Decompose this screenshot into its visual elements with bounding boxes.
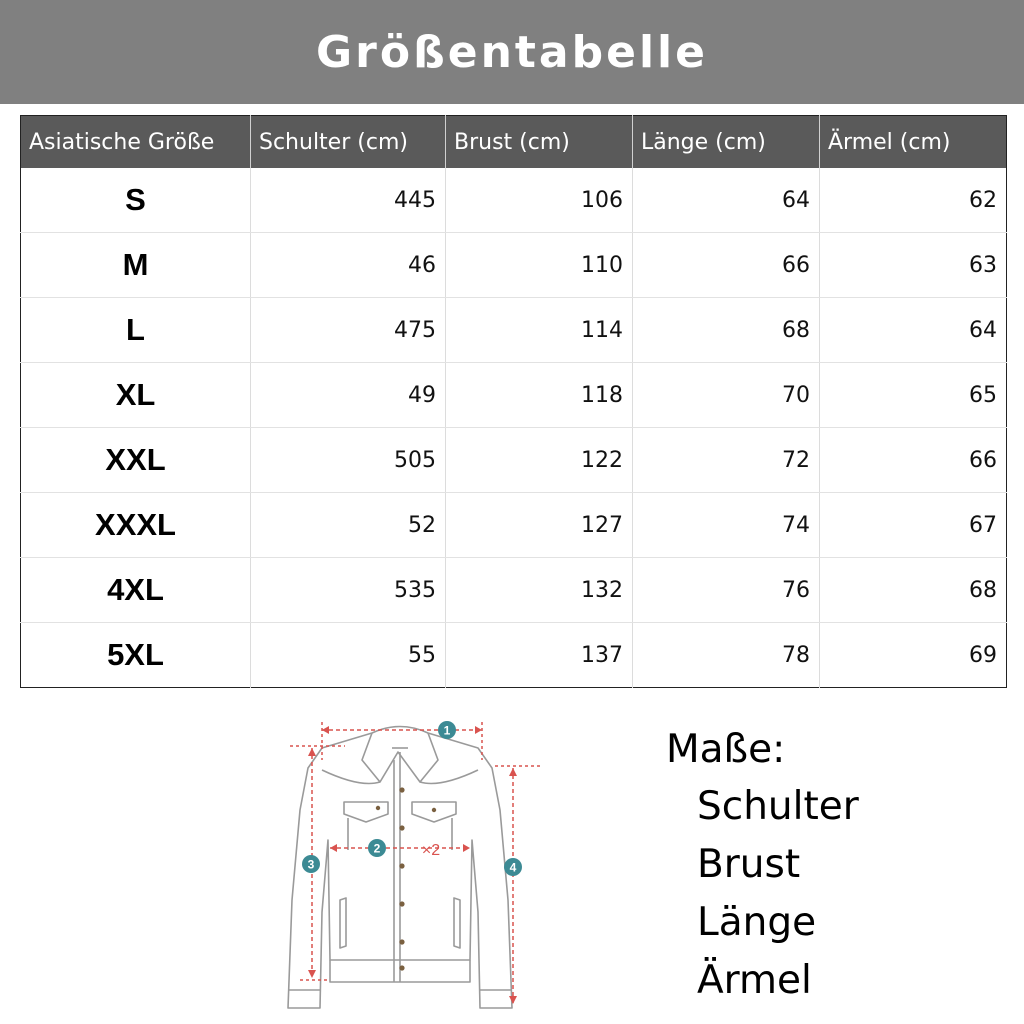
page-title: Größentabelle	[316, 26, 708, 78]
legend-item: Brust	[697, 842, 801, 887]
sleeve-cell: 67	[820, 493, 1007, 558]
size-cell: S	[21, 168, 251, 233]
chest-multiplier-label: ×2	[421, 842, 441, 859]
size-cell: 4XL	[21, 558, 251, 623]
svg-text:4: 4	[509, 860, 517, 875]
sleeve-cell: 68	[820, 558, 1007, 623]
size-cell: 5XL	[21, 623, 251, 688]
chest-cell: 132	[446, 558, 633, 623]
shoulder-cell: 505	[251, 428, 446, 493]
chest-cell: 106	[446, 168, 633, 233]
chest-cell: 110	[446, 233, 633, 298]
length-cell: 66	[633, 233, 820, 298]
svg-text:1: 1	[443, 723, 451, 738]
size-cell: XL	[21, 363, 251, 428]
shoulder-cell: 52	[251, 493, 446, 558]
length-cell: 68	[633, 298, 820, 363]
header-length: Länge (cm)	[633, 116, 820, 169]
header-size: Asiatische Größe	[21, 116, 251, 169]
measurement-legend	[666, 722, 859, 1010]
chest-cell: 122	[446, 428, 633, 493]
sleeve-cell: 65	[820, 363, 1007, 428]
chest-cell: 118	[446, 363, 633, 428]
length-cell: 64	[633, 168, 820, 233]
chest-cell: 137	[446, 623, 633, 688]
sleeve-cell: 66	[820, 428, 1007, 493]
length-cell: 70	[633, 363, 820, 428]
marker-1-icon	[438, 721, 456, 739]
table-row	[21, 168, 1007, 233]
marker-2-icon	[368, 839, 386, 857]
shoulder-cell: 55	[251, 623, 446, 688]
shoulder-cell: 46	[251, 233, 446, 298]
size-cell: L	[21, 298, 251, 363]
sleeve-cell: 63	[820, 233, 1007, 298]
jacket-measurement-diagram	[278, 712, 558, 1024]
title-banner	[0, 0, 1024, 104]
table-row	[21, 558, 1007, 623]
size-cell: XXXL	[21, 493, 251, 558]
legend-heading: Maße:	[666, 727, 786, 772]
svg-text:3: 3	[307, 857, 315, 872]
marker-4-icon	[504, 858, 522, 876]
header-shoulder: Schulter (cm)	[251, 116, 446, 169]
sleeve-cell: 69	[969, 642, 997, 668]
shoulder-cell: 475	[251, 298, 446, 363]
table-row	[21, 233, 1007, 298]
table-row	[21, 493, 1007, 558]
marker-3-icon	[302, 855, 320, 873]
table-row	[21, 428, 1007, 493]
table-header-row	[21, 116, 1007, 169]
size-table	[20, 115, 1007, 688]
header-chest: Brust (cm)	[446, 116, 633, 169]
shoulder-cell: 445	[251, 168, 446, 233]
length-cell: 78	[633, 623, 820, 688]
length-cell: 72	[633, 428, 820, 493]
chest-cell: 127	[446, 493, 633, 558]
size-cell: XXL	[21, 428, 251, 493]
table-row	[21, 623, 1007, 688]
length-cell: 74	[633, 493, 820, 558]
table-row	[21, 363, 1007, 428]
legend-list	[666, 778, 859, 1010]
legend-item: Schulter	[697, 784, 859, 829]
measure-lines	[290, 722, 540, 1004]
legend-item: Ärmel	[697, 958, 812, 1003]
chest-cell: 114	[446, 298, 633, 363]
legend-item: Länge	[697, 900, 817, 945]
sleeve-cell: 64	[820, 298, 1007, 363]
shoulder-cell: 49	[251, 363, 446, 428]
shoulder-cell: 535	[251, 558, 446, 623]
size-cell: M	[21, 233, 251, 298]
length-cell: 76	[633, 558, 820, 623]
header-sleeve: Ärmel (cm)	[820, 116, 1007, 169]
table-row	[21, 298, 1007, 363]
svg-text:2: 2	[373, 841, 381, 856]
sleeve-cell: 62	[820, 168, 1007, 233]
